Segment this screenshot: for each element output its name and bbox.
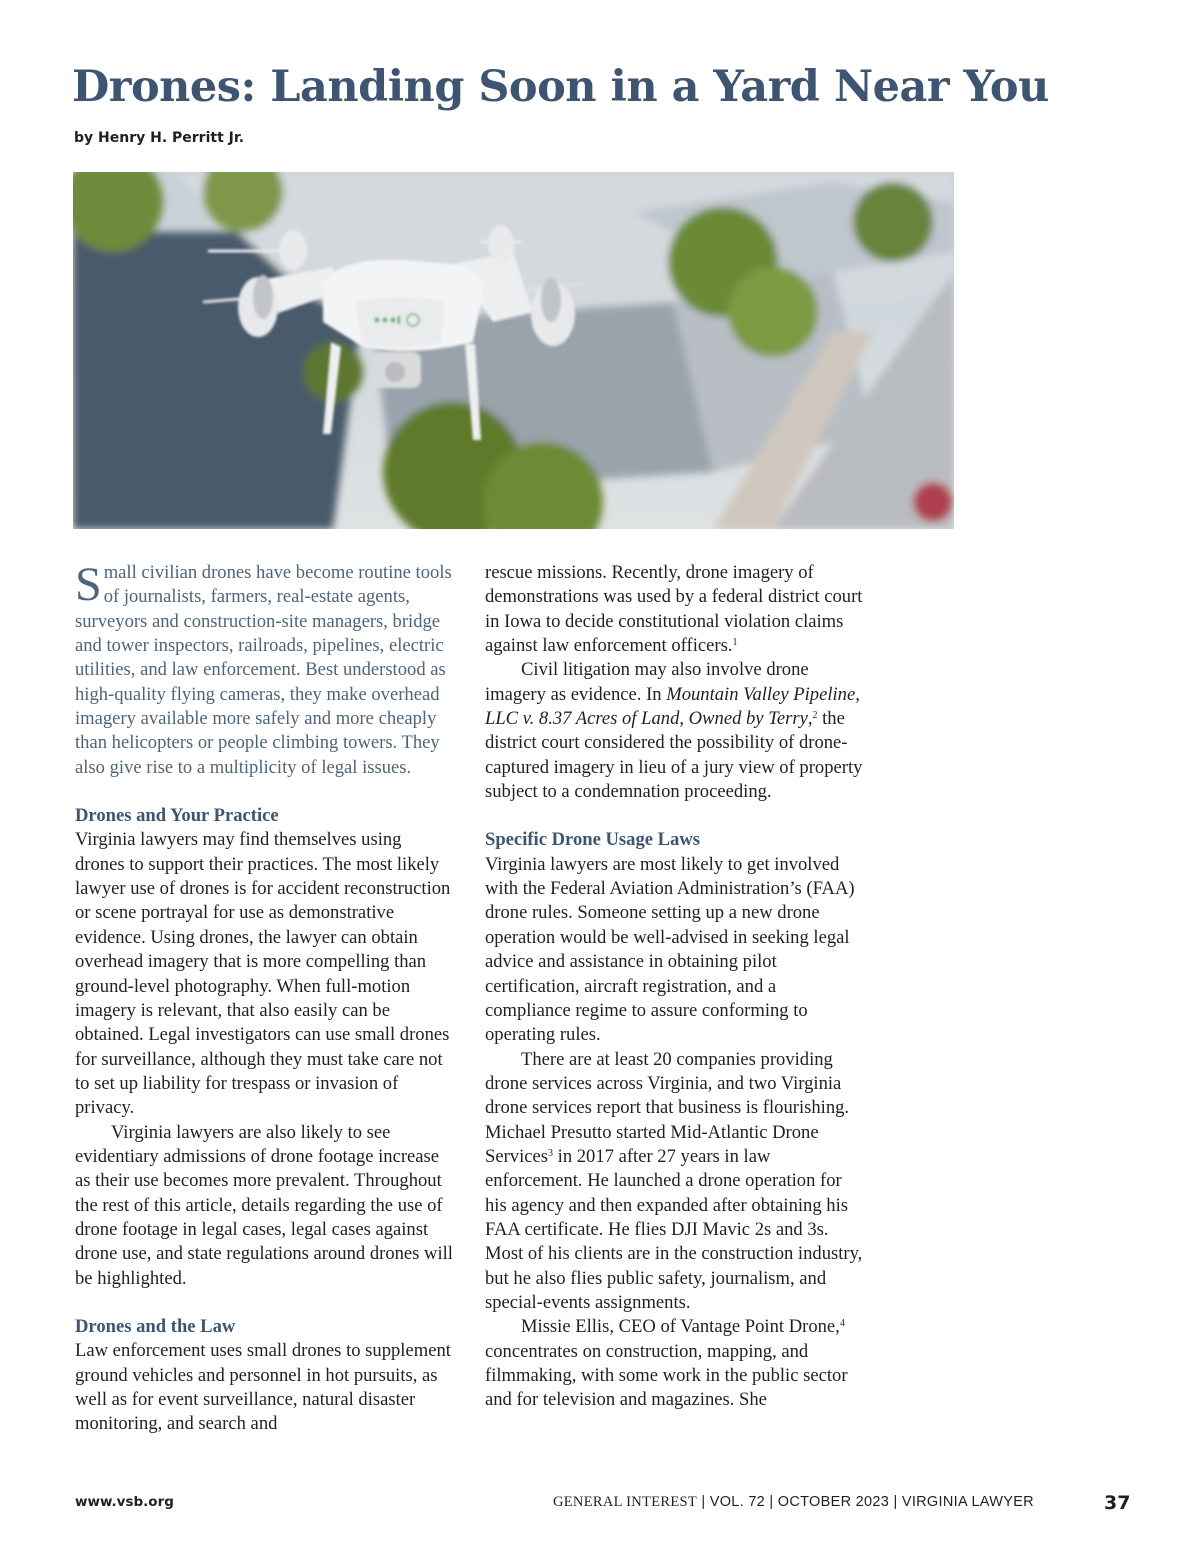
section-heading-law: Drones and the Law: [75, 1315, 236, 1337]
paragraph: [485, 658, 863, 804]
paragraph: Virginia lawyers may find themselves using drones to support their practices. The most likely lawyer use of drones is for accident reconstruction or scene portrayal for use as demonstrative evidence. Using drones, the lawyer can obtain overhead imagery that is more compelling than ground-level photography. When full-motion imagery is relevant, that also easily can be obtained. Legal investigators can use small drones for surveillance, although they must take care not to set up liability for trespass or invasion of privacy.: [75, 829, 451, 1119]
footnote-ref: 3: [548, 1147, 553, 1159]
paragraph-text: Missie Ellis, CEO of Vantage Point Drone,: [521, 1316, 840, 1338]
paragraph: [485, 1315, 863, 1412]
paragraph-text: in 2017 after 27 years in law enforcement. He launched a drone operation for his agency and then expanded after obtaining his FAA certificate. He flies DJI Mavic 2s and 3s. Most of his clients are in the construction industry, but he also flies public safety, journalism, and special-events assignments.: [485, 1145, 863, 1313]
paragraph-text: Civil litigation may also involve drone imagery as evidence. In: [485, 659, 809, 705]
column-left: [75, 558, 455, 1437]
drone-photo-icon: [73, 172, 954, 529]
footer-section: GENERAL INTEREST: [553, 1494, 698, 1510]
section-heading-usage-laws: Specific Drone Usage Laws: [485, 829, 701, 851]
paragraph: [485, 1048, 863, 1316]
case-citation: Mountain Valley Pipeline, LLC v. 8.37 Acres of Land, Owned by Terry: [485, 683, 860, 730]
paragraph-text: the district court considered the possibility of drone-captured imagery in lieu of a jury view of property subject to a condemnation proceeding.: [485, 708, 863, 803]
column-right: [485, 561, 863, 1413]
footnote-ref: 1: [732, 637, 738, 649]
footer-volume: VOL. 72: [709, 1494, 766, 1510]
paragraph-text: ,: [807, 708, 813, 730]
page-number: 37: [1104, 1492, 1131, 1514]
hero-photo: [73, 172, 954, 529]
paragraph: Virginia lawyers are most likely to get involved with the Federal Aviation Administration’s (FAA) drone rules. Someone setting up a new drone operation would be well-advised in seeking legal advice and assistance in obtaining pilot certification, aircraft registration, and a compliance regime to assure conforming to operating rules.: [485, 853, 855, 1046]
article-title: Drones: Landing Soon in a Yard Near You: [72, 62, 1049, 112]
footer-separator: |: [765, 1494, 778, 1510]
footer-publication: VIRGINIA LAWYER: [901, 1494, 1034, 1510]
section-heading-practice: Drones and Your Practice: [75, 805, 279, 827]
footer-separator: |: [889, 1494, 902, 1510]
paragraph-text: rescue missions. Recently, drone imagery of demonstrations was used by a federal district court in Iowa to decide constitutional violation claims against law enforcement officers.: [485, 562, 863, 657]
byline: by Henry H. Perritt Jr.: [74, 130, 245, 146]
intro-text: mall civilian drones have become routine tools of journalists, farmers, real-estate agents, surveyors and construction-site managers, bridge and tower inspectors, railroads, pipelines, electric utilities, and law enforcement. Best understood as high-quality flying cameras, they make overhead imagery available more safely and more cheaply than helicopters or people climbing towers. They also give rise to a multiplicity of legal issues.: [75, 562, 452, 778]
paragraph: [485, 561, 863, 658]
website-link[interactable]: www.vsb.org: [75, 1494, 174, 1510]
footer-separator: |: [697, 1494, 710, 1510]
footnote-ref: 2: [812, 710, 818, 722]
paragraph-text: concentrates on construction, mapping, and filmmaking, with some work in the public sector and for television and magazines. She: [485, 1340, 848, 1411]
intro-paragraph: [75, 558, 455, 780]
paragraph-text: There are at least 20 companies providing drone services across Virginia, and two Virginia drone services report that business is flourishing. Michael Presutto started Mid-Atlantic Drone Services: [485, 1048, 850, 1167]
paragraph: Virginia lawyers are also likely to see evidentiary admissions of drone footage increase as their use becomes more prevalent. Throughout the rest of this article, details regarding the use of drone footage in legal cases, legal cases against drone use, and state regulations around drones will be highlighted.: [75, 1121, 453, 1289]
footer-issue: OCTOBER 2023: [777, 1494, 890, 1510]
drop-cap: S: [75, 558, 102, 611]
paragraph: Law enforcement uses small drones to supplement ground vehicles and personnel in hot pursuits, as well as for event surveillance, natural disaster monitoring, and search and: [75, 1340, 451, 1435]
footer-meta: [553, 1494, 1034, 1511]
footnote-ref: 4: [839, 1318, 845, 1330]
